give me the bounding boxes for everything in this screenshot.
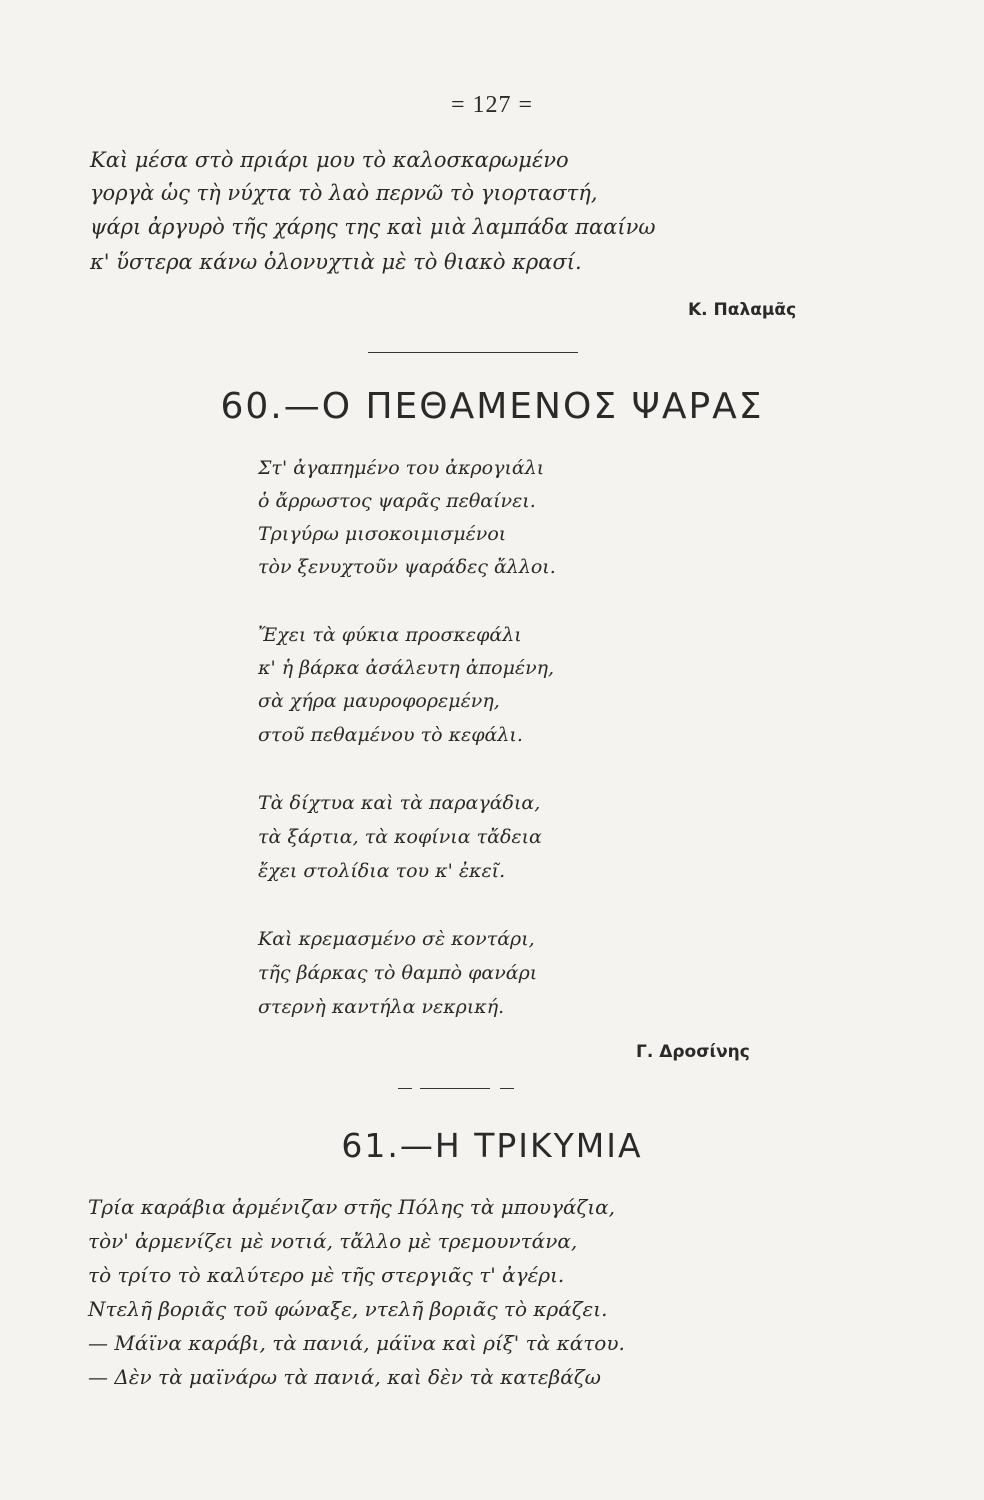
poem-title: 60.—Ο ΠΕΘΑΜΕΝΟΣ ΨΑΡΑΣ <box>220 386 764 427</box>
poem-line: — Δὲν τὰ μαϊνάρω τὰ πανιά, καὶ δὲν τὰ κατεβάζω <box>88 1365 601 1389</box>
poem-line: Καὶ κρεμασμένο σὲ κοντάρι, <box>258 928 535 950</box>
poem-line: τὰ ξάρτια, τὰ κοφίνια τἄδεια <box>258 826 542 848</box>
poem-line: Τὰ δίχτυα καὶ τὰ παραγάδια, <box>258 792 541 814</box>
poem-line: Τρία καράβια ἀρμένιζαν στῆς Πόλης τὰ μπουγάζια, <box>88 1195 616 1219</box>
poem-line: Ἔχει τὰ φύκια προσκεφάλι <box>258 624 522 646</box>
poem-line: ψάρι ἀργυρὸ τῆς χάρης της καὶ μιὰ λαμπάδα πααίνω <box>90 215 656 239</box>
section-divider <box>420 1088 490 1089</box>
poem-line: τὸν ξενυχτοῦν ψαράδες ἄλλοι. <box>258 556 556 578</box>
poem-line: σὰ χήρα μαυροφορεμένη, <box>258 690 500 712</box>
poem-line: τῆς βάρκας τὸ θαμπὸ φανάρι <box>258 962 538 984</box>
poem-title: 61.—Η ΤΡΙΚΥΜΙΑ <box>341 1126 643 1165</box>
poem-line: Τριγύρω μισοκοιμισμένοι <box>258 523 507 545</box>
poem-line: τὸν' ἀρμενίζει μὲ νοτιά, τἄλλο μὲ τρεμουντάνα, <box>88 1229 578 1253</box>
poem-line: στερνὴ καντήλα νεκρική. <box>258 996 505 1018</box>
section-divider-dash <box>500 1088 514 1089</box>
poem-line: Στ' ἀγαπημένο του ἀκρογιάλι <box>258 457 545 479</box>
poem-line: ἔχει στολίδια του κ' ἐκεῖ. <box>258 860 506 882</box>
section-divider <box>368 352 578 353</box>
poem-line: — Μάϊνα καράβι, τὰ πανιά, μάϊνα καὶ ρίξ' τὰ κάτου. <box>88 1331 625 1355</box>
poem-line: Ντελῆ βοριᾶς τοῦ φώναξε, ντελῆ βοριᾶς τὸ κράζει. <box>88 1297 608 1321</box>
author-signature: Κ. Παλαμᾶς <box>688 300 797 320</box>
poem-line: ὁ ἄρρωστος ψαρᾶς πεθαίνει. <box>258 490 536 512</box>
poem-line: κ' ἡ βάρκα ἀσάλευτη ἀπομένη, <box>258 657 555 679</box>
poem-line: στοῦ πεθαμένου τὸ κεφάλι. <box>258 724 523 746</box>
section-divider-dash <box>398 1088 412 1089</box>
author-signature: Γ. Δροσίνης <box>636 1042 750 1062</box>
poem-line: κ' ὕστερα κάνω ὁλονυχτιὰ μὲ τὸ θιακὸ κρασί. <box>90 250 582 274</box>
poem-line: γοργὰ ὡς τὴ νύχτα τὸ λαὸ περνῶ τὸ γιορταστή, <box>90 181 598 205</box>
page-number: = 127 = <box>450 92 534 118</box>
poem-line: Καὶ μέσα στὸ πριάρι μου τὸ καλοσκαρωμένο <box>90 148 569 172</box>
poem-line: τὸ τρίτο τὸ καλύτερο μὲ τῆς στεργιᾶς τ' ἀγέρι. <box>88 1263 565 1287</box>
